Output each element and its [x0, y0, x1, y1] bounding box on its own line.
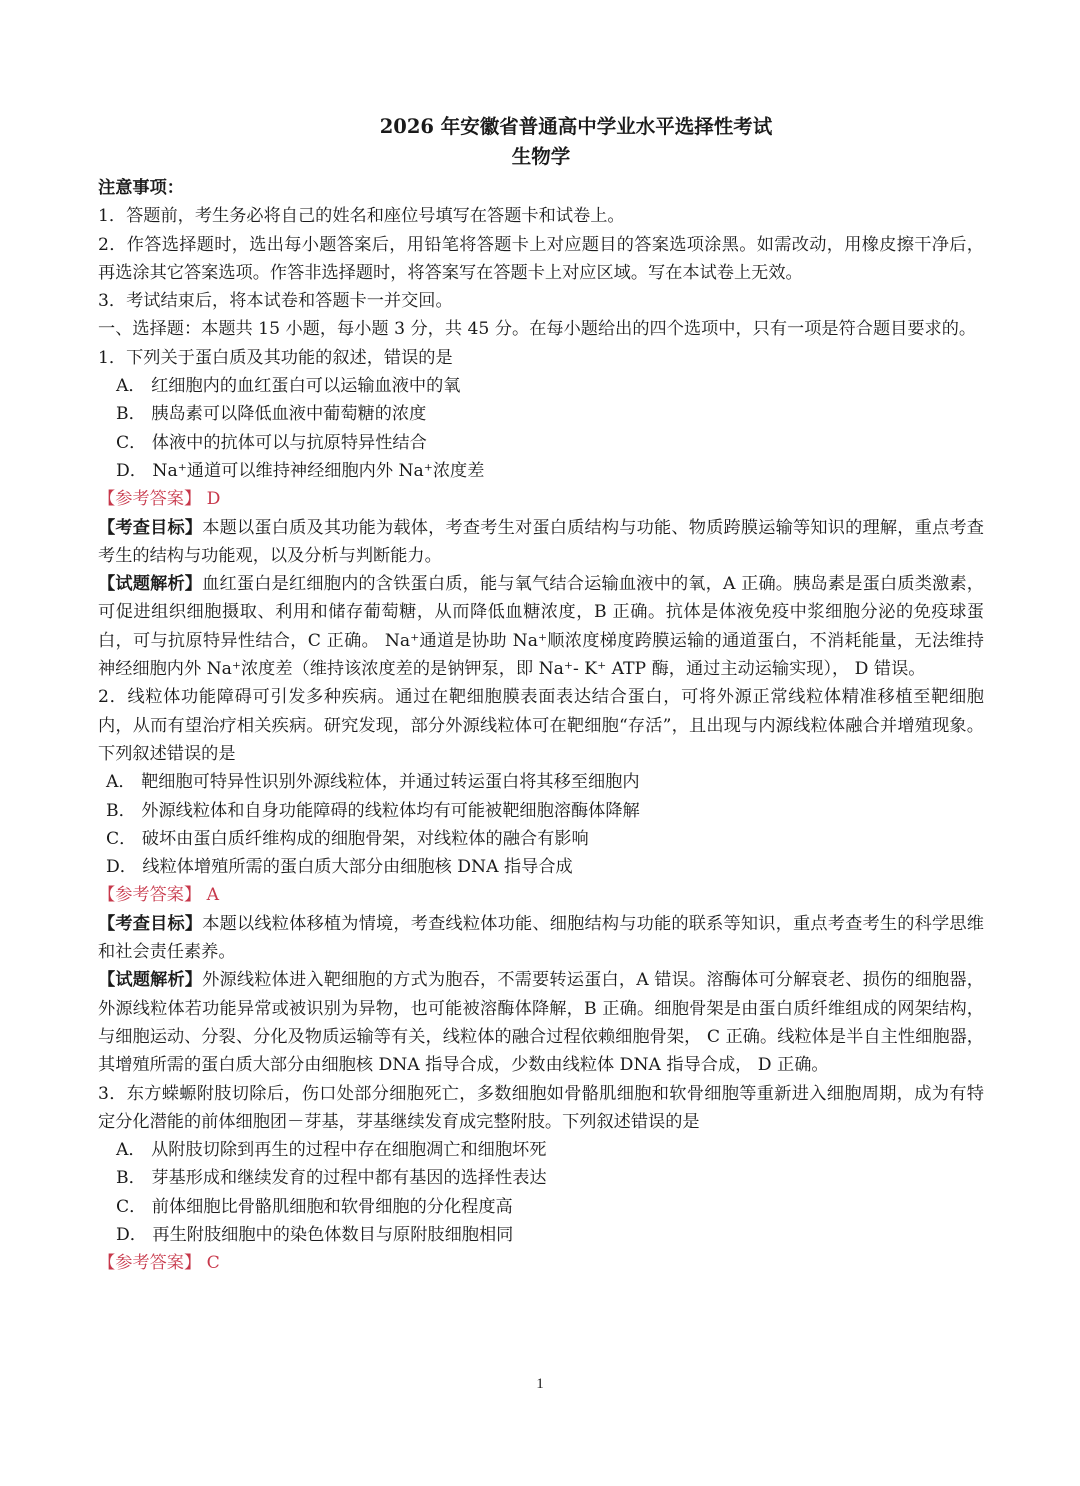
answer-label: 【参考答案】	[98, 1253, 202, 1274]
question-option: C． 破坏由蛋白质纤维构成的细胞骨架，对线粒体的融合有影响	[106, 828, 589, 849]
reference-answer	[98, 485, 984, 513]
notice-item: 2．作答选择题时，选出每小题答案后，用铅笔将答题卡上对应题目的答案选项涂黑。如需改动，用橡皮擦干净后，再选涂其它答案选项。作答非选择题时，将答案写在答题卡上对应区域。写在本试卷上无效。	[98, 234, 984, 283]
reference-answer	[98, 1249, 984, 1277]
analysis	[98, 570, 984, 683]
answer-label: 【参考答案】	[98, 489, 202, 510]
target-label: 【考查目标】	[98, 913, 203, 934]
question-stem: 1．下列关于蛋白质及其功能的叙述，错误的是	[98, 347, 453, 368]
target-label: 【考查目标】	[98, 517, 203, 538]
page-content	[98, 112, 984, 1278]
target-text: 本题以线粒体移植为情境，考查线粒体功能、细胞结构与功能的联系等知识，重点考查考生的科学思维和社会责任素养。	[98, 913, 984, 963]
question-option: C． 前体细胞比骨骼肌细胞和软骨细胞的分化程度高	[116, 1196, 513, 1217]
question-option: A． 从附肢切除到再生的过程中存在细胞凋亡和细胞坏死	[116, 1140, 547, 1161]
exam-target	[98, 910, 984, 967]
answer-value: D	[206, 489, 221, 510]
exam-target	[98, 514, 984, 571]
answer-value: A	[206, 885, 220, 906]
question-option: D． Na⁺通道可以维持神经细胞内外 Na⁺浓度差	[116, 460, 485, 481]
notice-item: 3．考试结束后，将本试卷和答题卡一并交回。	[98, 291, 453, 312]
analysis-label: 【试题解析】	[98, 574, 203, 595]
analysis-text: 外源线粒体进入靶细胞的方式为胞吞，不需要转运蛋白，A 错误。溶酶体可分解衰老、损伤的细胞器，外源线粒体若功能异常或被识别为异物，也可能被溶酶体降解，B 正确。细胞骨架是由蛋白质纤维组成的网架结构，与细胞运动、分裂、分化及物质运输等有关，线粒体的融合过程依赖细胞骨架， C 正确。线粒体是半自主性细胞器，其增殖所需的蛋白质大部分由细胞核 DNA 指导合成，少数由线粒体 DNA 指导合成， D 正确。	[98, 970, 984, 1076]
question-option: A． 红细胞内的血红蛋白可以运输血液中的氧	[116, 376, 461, 397]
target-text: 本题以蛋白质及其功能为载体，考查考生对蛋白质结构与功能、物质跨膜运输等知识的理解，重点考查考生的结构与功能观，以及分析与判断能力。	[98, 517, 984, 566]
answer-value: C	[206, 1253, 220, 1274]
exam-subject: 生物学	[511, 145, 571, 168]
answer-label: 【参考答案】	[98, 885, 202, 906]
analysis-text: 血红蛋白是红细胞内的含铁蛋白质，能与氧气结合运输血液中的氧，A 正确。胰岛素是蛋白质类激素，可促进组织细胞摄取、利用和储存葡萄糖，从而降低血糖浓度，B 正确。抗体是体液免疫中浆细胞分泌的免疫球蛋白，可与抗原特异性结合，C 正确。 Na⁺通道是协助 Na⁺顺浓度梯度跨膜运输的通道蛋白，不消耗能量，无法维持神经细胞内外 Na⁺浓度差（维持该浓度差的是钠钾泵，即 Na⁺- K⁺ ATP 酶，通过主动运输实现）， D 错误。	[98, 574, 984, 680]
analysis-label: 【试题解析】	[98, 970, 203, 991]
notice-item: 1．答题前，考生务必将自己的姓名和座位号填写在答题卡和试卷上。	[98, 206, 625, 227]
notice-heading: 注意事项：	[98, 178, 184, 198]
question-option: B． 芽基形成和继续发育的过程中都有基因的选择性表达	[116, 1168, 547, 1189]
exam-title: 2026 年安徽省普通高中学业水平选择性考试	[379, 115, 773, 138]
page-number: 1	[536, 1376, 544, 1392]
question-stem: 3．东方蝾螈附肢切除后，伤口处部分细胞死亡，多数细胞如骨骼肌细胞和软骨细胞等重新进入细胞周期，成为有特定分化潜能的前体细胞团－芽基，芽基继续发育成完整附肢。下列叙述错误的是	[98, 1083, 984, 1132]
section-intro: 一、选择题：本题共 15 小题，每小题 3 分，共 45 分。在每小题给出的四个选项中，只有一项是符合题目要求的。	[98, 319, 977, 340]
question-option: D． 再生附肢细胞中的染色体数目与原附肢细胞相同	[116, 1224, 514, 1245]
question-option: A． 靶细胞可特异性识别外源线粒体，并通过转运蛋白将其移至细胞内	[106, 772, 640, 793]
question-stem: 2．线粒体功能障碍可引发多种疾病。通过在靶细胞膜表面表达结合蛋白，可将外源正常线粒体精准移植至靶细胞内，从而有望治疗相关疾病。研究发现，部分外源线粒体可在靶细胞“存活”，且出现与内源线粒体融合并增殖现象。下列叙述错误的是	[98, 687, 984, 764]
analysis	[98, 966, 984, 1079]
reference-answer	[98, 881, 984, 909]
question-option: C． 体液中的抗体可以与抗原特异性结合	[116, 432, 427, 453]
question-option: D． 线粒体增殖所需的蛋白质大部分由细胞核 DNA 指导合成	[106, 857, 573, 878]
question-option: B． 外源线粒体和自身功能障碍的线粒体均有可能被靶细胞溶酶体降解	[106, 800, 640, 821]
question-option: B． 胰岛素可以降低血液中葡萄糖的浓度	[116, 404, 427, 425]
